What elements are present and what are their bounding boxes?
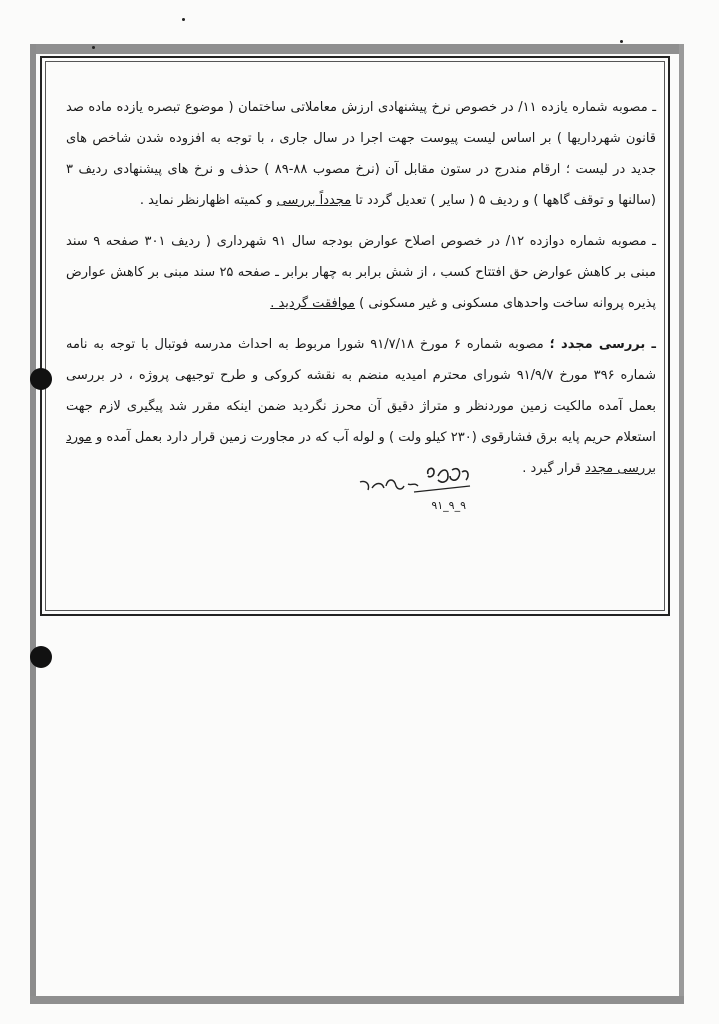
punch-hole-icon (30, 646, 52, 668)
underlined-phrase: موافقت گردید . (270, 296, 356, 311)
resolution-paragraph (66, 329, 656, 484)
scan-speck (92, 46, 95, 49)
underlined-phrase: مورد بررسی مجدد (66, 430, 656, 476)
underlined-phrase: مجدداً بررسی (276, 193, 352, 208)
handwritten-registration-note (340, 462, 480, 512)
document-body (66, 92, 656, 492)
paragraph-text: و کمیته اظهارنظر نماید . (139, 193, 277, 208)
paragraph-text: ـ مصوبه شماره دوازده ۱۲/ در خصوص اصلاح عوارض بودجه سال ۹۱ شهرداری ( ردیف ۳۰۱ صفحه ۹ سند مبنی بر کاهش عوارض حق افتتاح کسب ، از شش برابر به چهار برابر ـ صفحه ۲۵ سند مبنی بر کاهش عوارض پذیره پروانه ساخت واحدهای مسکونی و غیر مسکونی ) (66, 234, 656, 311)
bold-heading: ـ بررسی مجدد ؛ (549, 337, 656, 352)
paragraph-text: قرار گیرد . (522, 461, 586, 476)
resolution-paragraph (66, 226, 656, 319)
resolution-paragraph (66, 92, 656, 216)
scan-speck (182, 18, 185, 21)
handwritten-date: ۹۱_۹_۹ (431, 499, 466, 512)
punch-hole-icon (30, 368, 52, 390)
page-frame-bottom (30, 996, 684, 1004)
scan-speck (620, 40, 623, 43)
paragraph-text: ـ مصوبه شماره یازده ۱۱/ در خصوص نرخ پیشنهادی ارزش معاملاتی ساختمان ( موضوع تبصره یازده ماده صد قانون شهرداریها ) بر اساس لیست پیوست جهت اجرا در سال جاری ، با توجه به افزوده شدن شاخص های جدید در لیست ؛ ارقام مندرج در ستون مقابل آن (نرخ مصوب ۸۸-۸۹ ) حذف و نرخ های پیشنهادی ردیف ۳ (سالنها و توقف گاهها ) و ردیف ۵ ( سایر ) تعدیل گردد تا (66, 100, 657, 208)
paragraph-text: مصوبه شماره ۶ مورخ ۹۱/۷/۱۸ شورا مربوط به احداث مدرسه فوتبال با توجه به نامه شماره ۳۹۶ مورخ ۹۱/۹/۷ شورای محترم امیدیه منضم به نقشه کروکی و طرح توجیهی پروژه ، در بررسی بعمل آمده مالکیت زمین موردنظر و متراژ دقیق آن محرز نگردید ضمن اینکه مقرر شد پیگیری لازم جهت استعلام حریم پایه برق فشارقوی (۲۳۰ کیلو ولت ) و لوله آب که در مجاورت زمین قرار دارد بعمل آمده و (66, 337, 656, 445)
